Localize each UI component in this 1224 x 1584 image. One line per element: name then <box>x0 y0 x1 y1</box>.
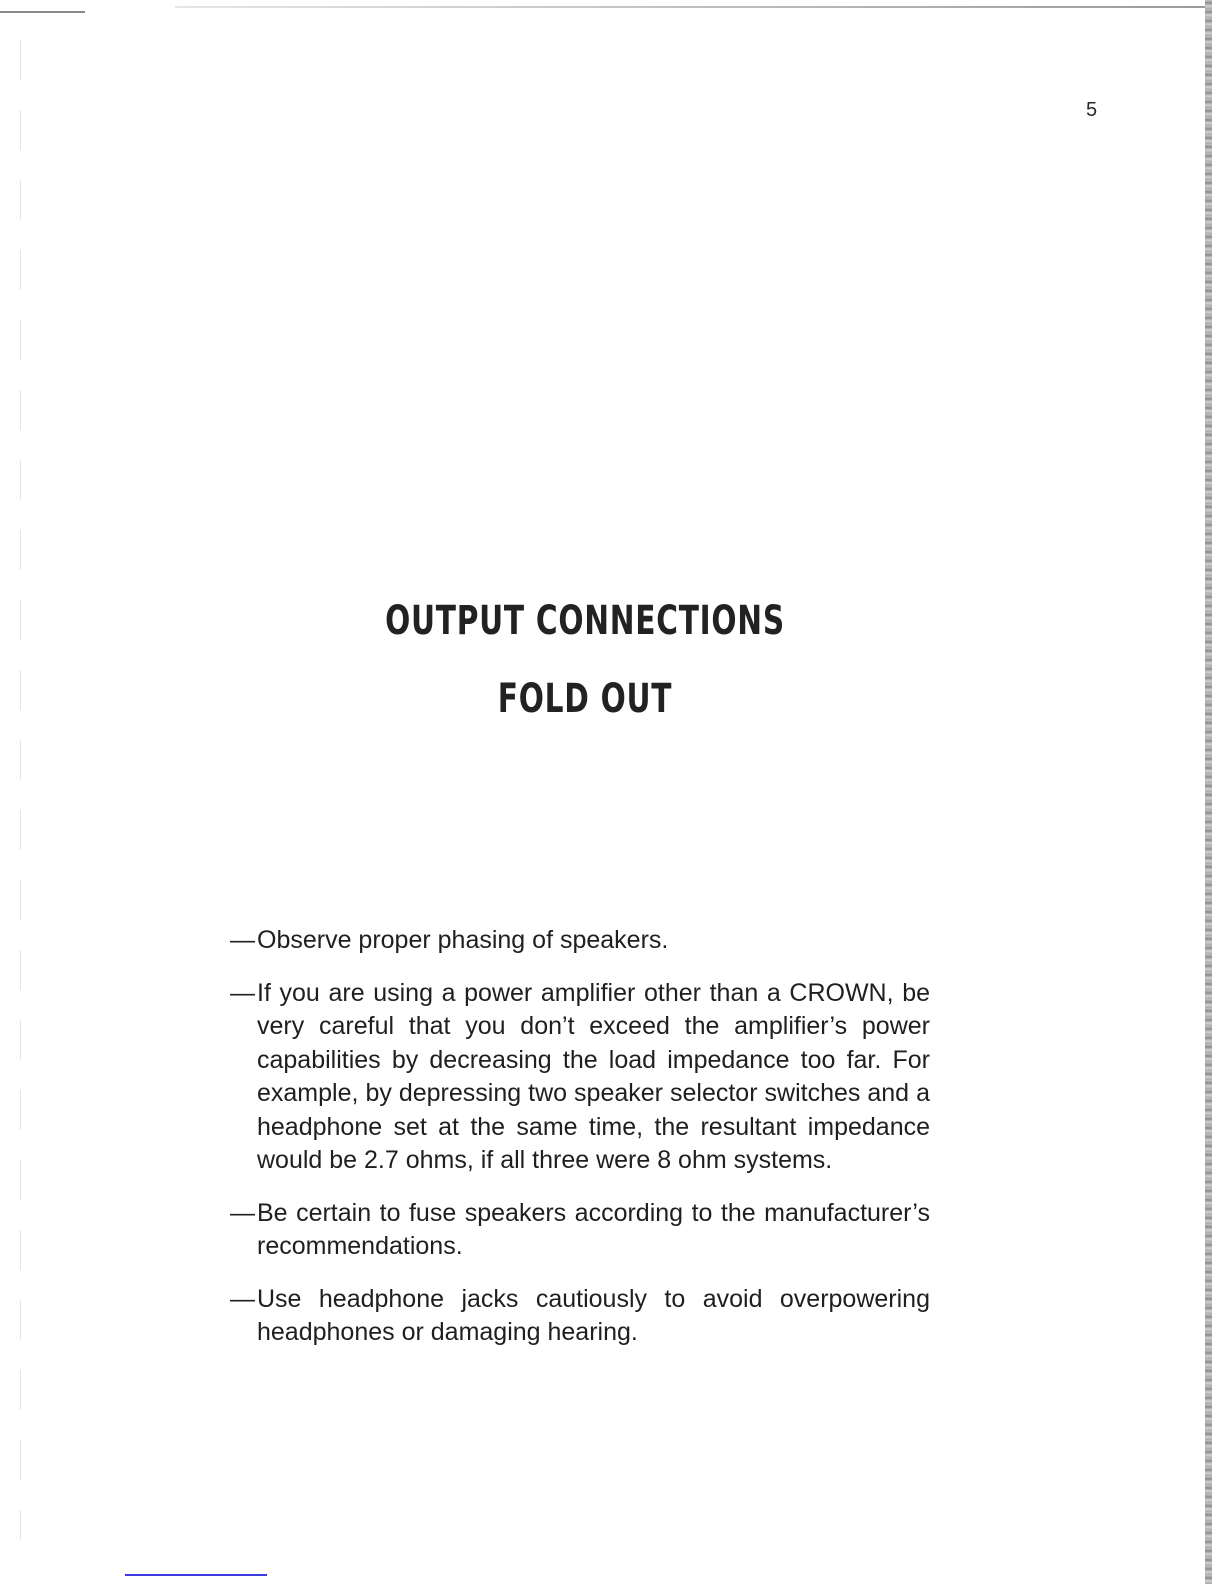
list-item-text: If you are using a power amplifier other than a CROWN, be very careful that you don’t exceed the amplifier’s power capabilities by decreasing the load impedance too far. For example, by depressing two speaker selector switches and a headphone set at the same time, the resultant impedance would be 2.7 ohms, if all three were 8 ohm systems. <box>257 978 930 1174</box>
dash-marker: — <box>230 926 255 954</box>
list-item <box>230 977 930 1178</box>
page-number: 5 <box>1086 99 1098 121</box>
section-subheading: FOLD OUT <box>497 676 673 722</box>
instruction-list <box>230 924 930 1369</box>
list-item-text: Observe proper phasing of speakers. <box>257 926 669 954</box>
scan-edge-mark-top-left <box>0 11 85 13</box>
list-item-text: Use headphone jacks cautiously to avoid overpowering headphones or damaging hearing. <box>257 1284 930 1346</box>
list-item <box>230 924 930 958</box>
scan-edge-mark-left <box>20 40 21 1540</box>
section-heading: OUTPUT CONNECTIONS <box>385 598 785 644</box>
dash-marker: — <box>230 1284 255 1313</box>
list-item <box>230 1283 930 1350</box>
dash-marker: — <box>230 1198 255 1227</box>
scan-edge-mark-right <box>1205 0 1212 1584</box>
list-item <box>230 1197 930 1264</box>
scan-edge-mark-top <box>175 6 1205 8</box>
scan-edge-mark-bottom <box>125 1574 267 1576</box>
list-item-text: Be certain to fuse speakers according to the manufacturer’s recommendations. <box>257 1198 930 1260</box>
dash-marker: — <box>230 978 255 1007</box>
